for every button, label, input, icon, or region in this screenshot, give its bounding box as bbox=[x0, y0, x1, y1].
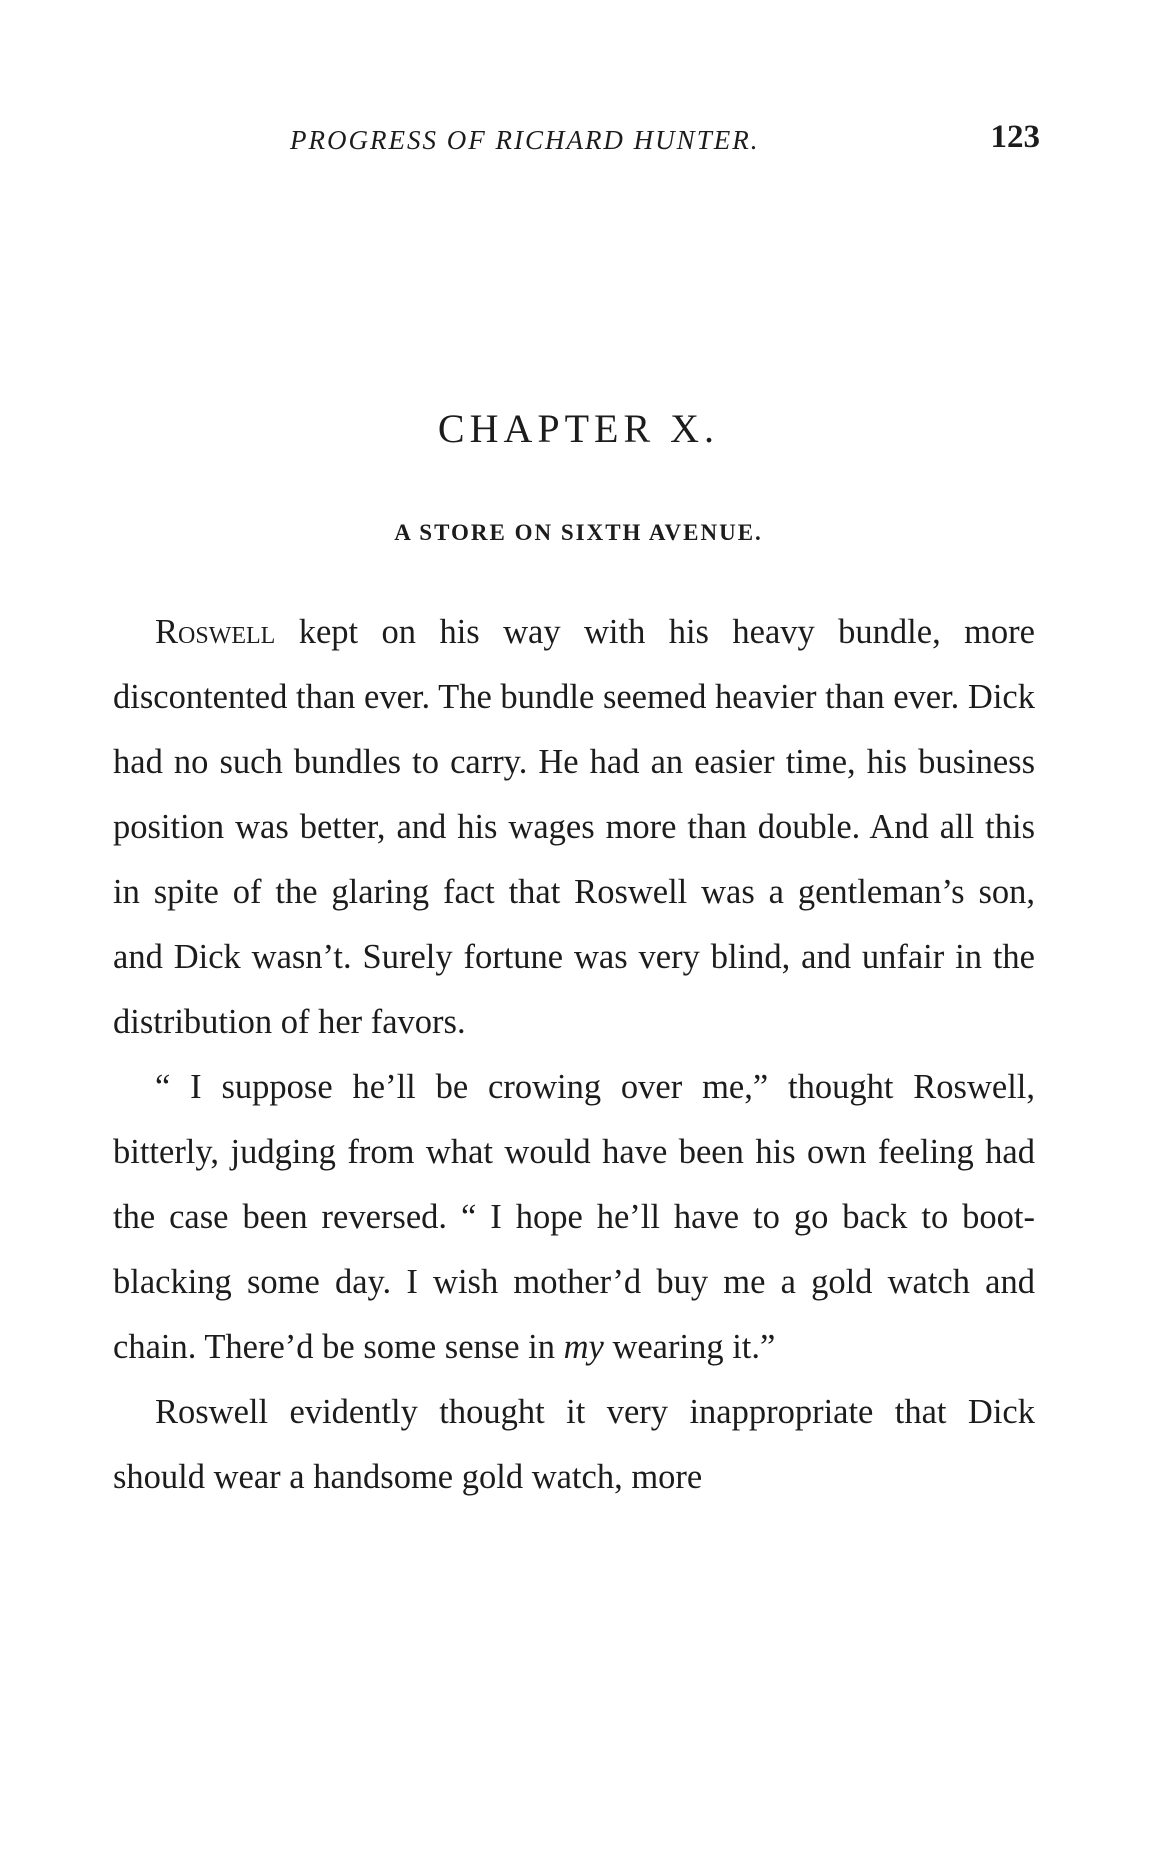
paragraph-1-text: kept on his way with his heavy bundle, more discontented than ever. The bundle seemed heavier than ever. Dick had no such bundles to carry. He had an easier time, his business position was better, and his wages more than double. And all this in spite of the glaring fact that Roswell was a gentleman’s son, and Dick wasn’t. Surely fortune was very blind, and unfair in the distribution of her favors. bbox=[113, 613, 1035, 1041]
running-head bbox=[290, 119, 1040, 165]
paragraph-1-lead-word: Roswell bbox=[155, 613, 276, 651]
paragraph-1 bbox=[113, 600, 1035, 1055]
paragraph-3 bbox=[113, 1380, 1035, 1510]
chapter-title: CHAPTER X. bbox=[437, 406, 720, 451]
page-number: 123 bbox=[990, 119, 1040, 155]
paragraph-2 bbox=[113, 1055, 1035, 1380]
running-title: PROGRESS OF RICHARD HUNTER. bbox=[290, 125, 760, 155]
chapter-subtitle: A STORE ON SIXTH AVENUE. bbox=[394, 520, 763, 545]
paragraph-2-text-before: “ I suppose he’ll be crowing over me,” thought Roswell, bitterly, judging from what would have been his own feeling had the case been reversed. “ I hope he’ll have to go back to boot-blacking some day. I wish mother’d buy me a gold watch and chain. There’d be some sense in bbox=[113, 1068, 1035, 1366]
body-text bbox=[113, 600, 1035, 1510]
paragraph-2-emphasis: my bbox=[563, 1328, 604, 1366]
paragraph-3-text: Roswell evidently thought it very inappropriate that Dick should wear a handsome gold watch, more bbox=[113, 1393, 1035, 1496]
paragraph-2-text-after: wearing it.” bbox=[603, 1328, 776, 1366]
